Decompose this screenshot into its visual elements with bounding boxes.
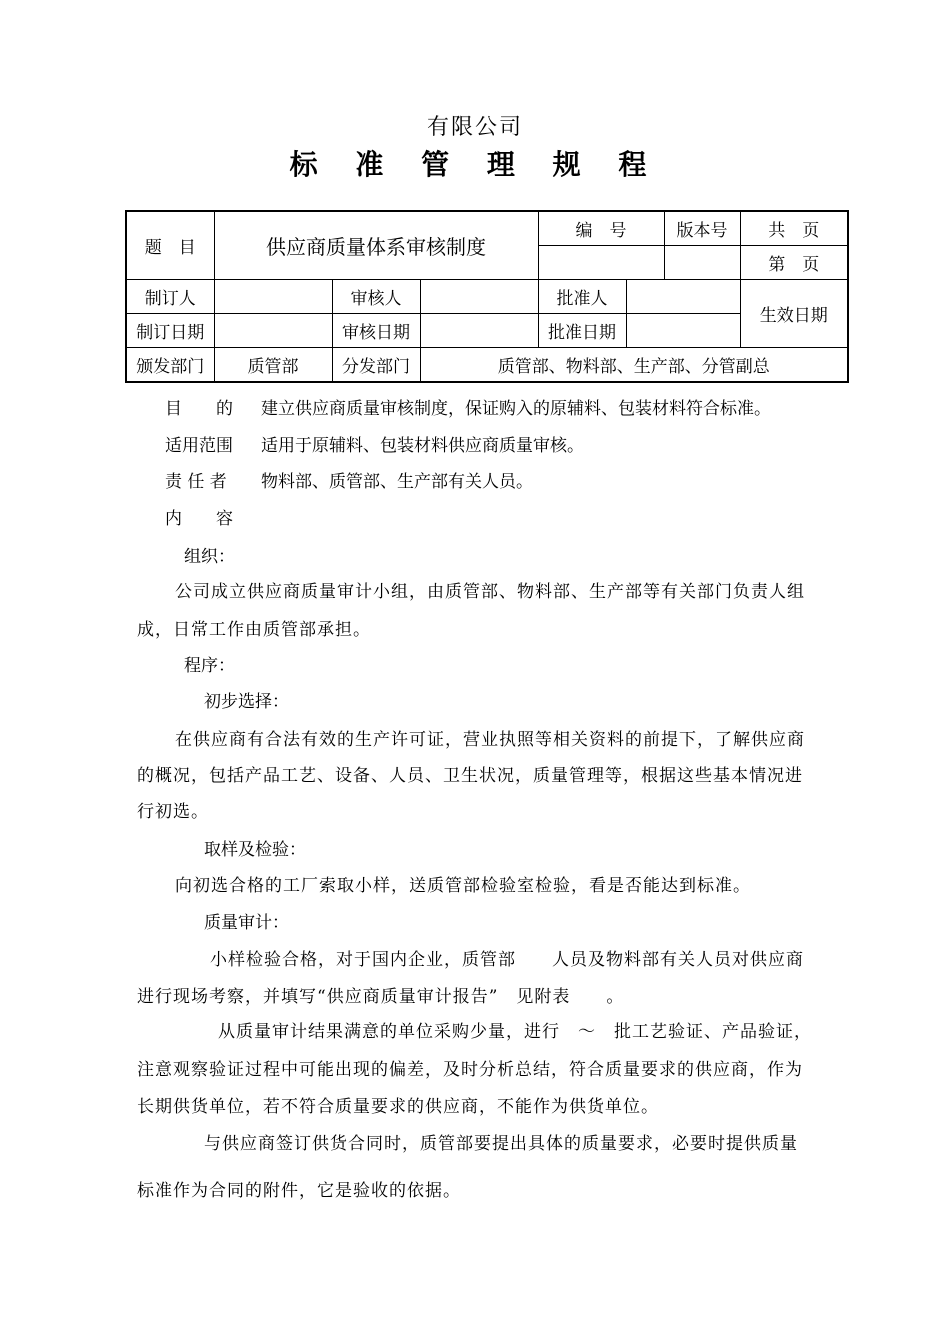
total-pages-label: 共 页 (740, 211, 848, 246)
number-value (538, 246, 664, 280)
step3-line-3: 从质量审计结果满意的单位采购少量，进行 ～ 批工艺验证、产品验证， (218, 1022, 812, 1042)
step1-line-2: 的概况，包括产品工艺、设备、人员、卫生状况，质量管理等，根据这些基本情况进 (137, 766, 803, 786)
drafter-value (214, 280, 332, 314)
step1-heading: 初步选择： (204, 692, 289, 712)
version-value (664, 246, 740, 280)
scope-text: 适用于原辅料、包装材料供应商质量审核。 (261, 436, 584, 456)
responsible-text: 物料部、质管部、生产部有关人员。 (261, 472, 533, 492)
step3-line-4: 注意观察验证过程中可能出现的偏差，及时分析总结，符合质量要求的供应商，作为 (137, 1060, 803, 1080)
step3-line-5: 长期供货单位，若不符合质量要求的供应商，不能作为供货单位。 (137, 1097, 659, 1117)
approve-date-label: 批准日期 (538, 314, 626, 348)
company-name: 有限公司 (426, 115, 523, 140)
purpose-text: 建立供应商质量审核制度，保证购入的原辅料、包装材料符合标准。 (261, 399, 771, 419)
org-heading: 组织： (184, 547, 235, 567)
step3-line-1: 小样检验合格，对于国内企业，质管部 人员及物料部有关人员对供应商 (210, 950, 804, 970)
subject-value: 供应商质量体系审核制度 (214, 211, 538, 280)
responsible-label: 责 任 者 (165, 472, 227, 492)
approver-value (626, 280, 740, 314)
draft-date-value (214, 314, 332, 348)
purpose-label: 目 的 (165, 399, 233, 419)
step1-line-3: 行初选。 (137, 802, 209, 822)
step2-heading: 取样及检验： (204, 840, 306, 860)
distribution-label: 分发部门 (332, 348, 420, 383)
step3-line-7: 标准作为合同的附件，它是验收的依据。 (137, 1181, 461, 1201)
drafter-label: 制订人 (126, 280, 214, 314)
review-date-value (420, 314, 538, 348)
review-date-label: 审核日期 (332, 314, 420, 348)
issuing-dept-value: 质管部 (214, 348, 332, 383)
subject-label: 题 目 (126, 211, 214, 280)
document-title: 标 准 管 理 规 程 (289, 148, 661, 181)
org-line-2: 成，日常工作由质管部承担。 (137, 620, 371, 640)
procedure-heading: 程序： (184, 656, 235, 676)
number-label: 编 号 (538, 211, 664, 246)
approve-date-value (626, 314, 740, 348)
step3-line-6: 与供应商签订供货合同时，质管部要提出具体的质量要求，必要时提供质量 (204, 1134, 798, 1154)
distribution-value: 质管部、物料部、生产部、分管副总 (420, 348, 848, 383)
issuing-dept-label: 颁发部门 (126, 348, 214, 383)
step2-line-1: 向初选合格的工厂索取小样，送质管部检验室检验，看是否能达到标准。 (175, 876, 751, 896)
scope-label: 适用范围 (165, 436, 233, 456)
draft-date-label: 制订日期 (126, 314, 214, 348)
version-label: 版本号 (664, 211, 740, 246)
reviewer-value (420, 280, 538, 314)
approver-label: 批准人 (538, 280, 626, 314)
effective-date-label: 生效日期 (740, 280, 848, 348)
reviewer-label: 审核人 (332, 280, 420, 314)
step3-line-2: 进行现场考察，并填写“供应商质量审计报告” 见附表 。 (137, 987, 625, 1007)
org-line-1: 公司成立供应商质量审计小组，由质管部、物料部、生产部等有关部门负责人组 (175, 582, 805, 602)
document-header-table (125, 210, 849, 383)
page-label: 第 页 (740, 246, 848, 280)
step1-line-1: 在供应商有合法有效的生产许可证，营业执照等相关资料的前提下，了解供应商 (175, 730, 805, 750)
content-label: 内 容 (165, 509, 233, 529)
step3-heading: 质量审计： (204, 913, 289, 933)
